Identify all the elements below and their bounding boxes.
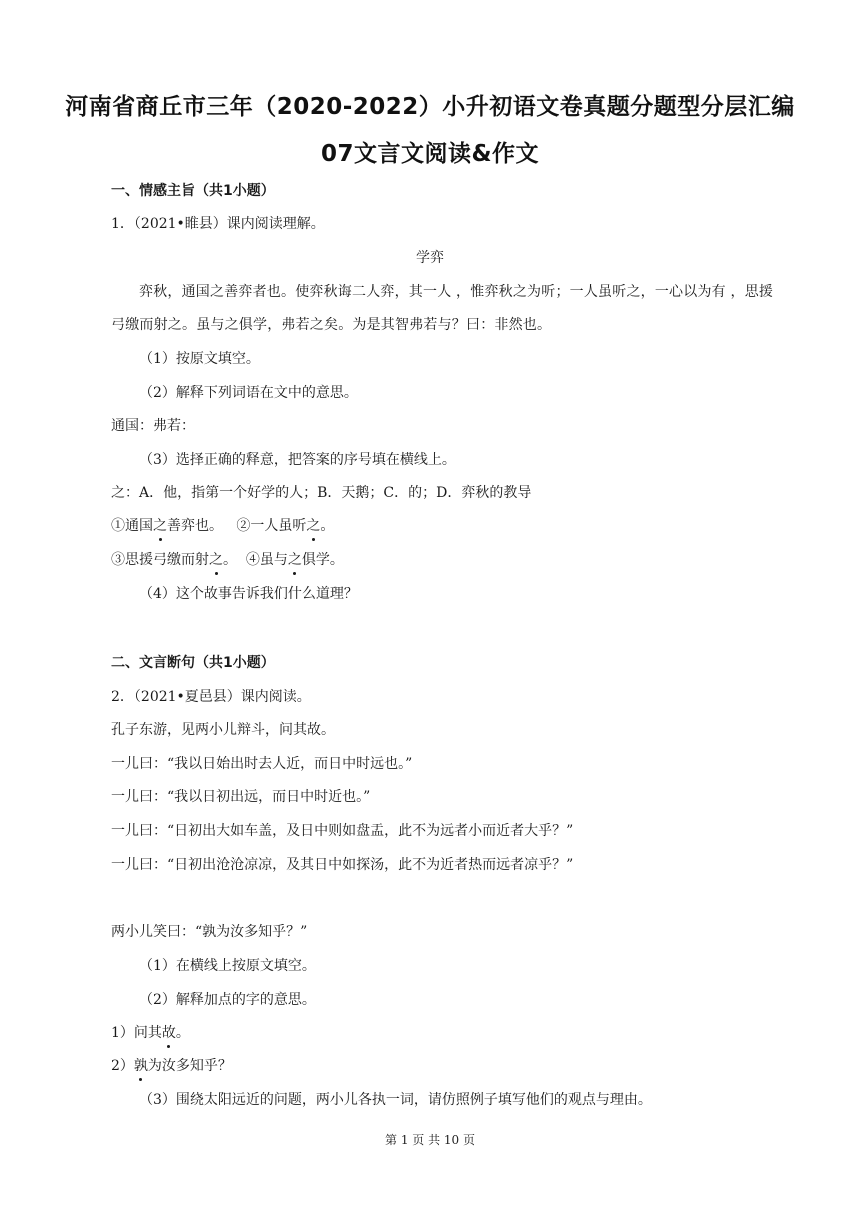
q2-word2 bbox=[111, 1056, 232, 1076]
question-1-source: 1．（2021•睢县）课内阅读理解。 bbox=[111, 216, 325, 232]
item2-dotted-char: 之 bbox=[306, 518, 321, 534]
item3-pre: ③思援弓缴而射 bbox=[111, 552, 209, 568]
q2-sub3: （3）围绕太阳远近的问题，两小儿各执一词，请仿照例子填写他们的观点与理由。 bbox=[139, 1092, 652, 1108]
w2-pre: 2） bbox=[111, 1058, 134, 1074]
w1-dotted-char: 故 bbox=[161, 1025, 176, 1041]
q1-words: 通国：弗若： bbox=[111, 418, 195, 434]
item3-dotted-char: 之 bbox=[209, 552, 223, 568]
item1-pre: ①通国 bbox=[111, 518, 153, 534]
q1-sub4: （4）这个故事告诉我们什么道理？ bbox=[139, 586, 358, 602]
passage2-line1: 孔子东游，见两小儿辩斗，问其故。 bbox=[111, 722, 335, 738]
q2-sub2: （2）解释加点的字的意思。 bbox=[139, 992, 316, 1008]
q1-options: 之：A．他，指第一个好学的人；B．天鹅；C．的；D．弈秋的教导 bbox=[111, 485, 532, 501]
document-title-line2: 07文言文阅读&作文 bbox=[320, 141, 540, 167]
section-heading-punctuation: 二、文言断句（共1小题） bbox=[111, 655, 275, 671]
q1-items-row2 bbox=[111, 550, 344, 570]
item3-post: 。 bbox=[223, 552, 237, 568]
passage2-line3: 一儿曰：“我以日初出远，而日中时近也。” bbox=[111, 789, 371, 805]
item4-dotted-char: 之 bbox=[287, 552, 302, 568]
item1-dotted-char: 之 bbox=[153, 518, 167, 534]
item1-post: 善弈也。 bbox=[167, 518, 223, 534]
q2-sub1: （1）在横线上按原文填空。 bbox=[139, 958, 316, 974]
q1-items-row1 bbox=[111, 516, 334, 536]
w2-dotted-char: 孰 bbox=[133, 1058, 148, 1074]
item4-pre: ④虽与 bbox=[245, 552, 288, 568]
passage2-line6: 两小儿笑曰：“孰为汝多知乎？” bbox=[111, 924, 308, 940]
w1-pre: 1）问其 bbox=[111, 1025, 162, 1041]
q1-sub2: （2）解释下列词语在文中的意思。 bbox=[139, 385, 358, 401]
passage2-line5: 一儿曰：“日初出沧沧凉凉，及其日中如探汤，此不为近者热而远者凉乎？” bbox=[111, 857, 574, 873]
q1-sub1: （1）按原文填空。 bbox=[139, 351, 260, 367]
item2-post: 。 bbox=[320, 518, 335, 534]
w2-post: 为汝多知乎？ bbox=[147, 1058, 232, 1074]
passage2-line4: 一儿曰：“日初出大如车盖，及日中则如盘盂，此不为远者小而近者大乎？” bbox=[111, 823, 574, 839]
document-title-line1: 河南省商丘市三年（2020-2022）小升初语文卷真题分题型分层汇编 bbox=[65, 94, 795, 120]
passage-text: 弈秋，通国之善弈者也。使弈秋诲二人弈，其一人 ，惟弈秋之为听；一人虽听之，一心以为有 ，思援弓缴而射之。虽与之俱学，弗若之矣。为是其智弗若与？曰：非然也。 bbox=[111, 284, 774, 333]
section-heading-emotion: 一、情感主旨（共1小题） bbox=[111, 183, 275, 199]
question-2-source: 2．（2021•夏邑县）课内阅读。 bbox=[111, 689, 311, 705]
q1-sub3: （3）选择正确的释意，把答案的序号填在横线上。 bbox=[139, 452, 456, 468]
item2-pre: ②一人虽听 bbox=[236, 518, 307, 534]
item4-post: 俱学。 bbox=[301, 552, 344, 568]
q2-word1 bbox=[111, 1023, 190, 1043]
passage-title: 学弈 bbox=[416, 250, 444, 266]
page-number-footer: 第 1 页 共 10 页 bbox=[385, 1133, 475, 1147]
w1-post: 。 bbox=[175, 1025, 190, 1041]
passage2-line2: 一儿曰：“我以日始出时去人近，而日中时远也。” bbox=[111, 756, 413, 772]
